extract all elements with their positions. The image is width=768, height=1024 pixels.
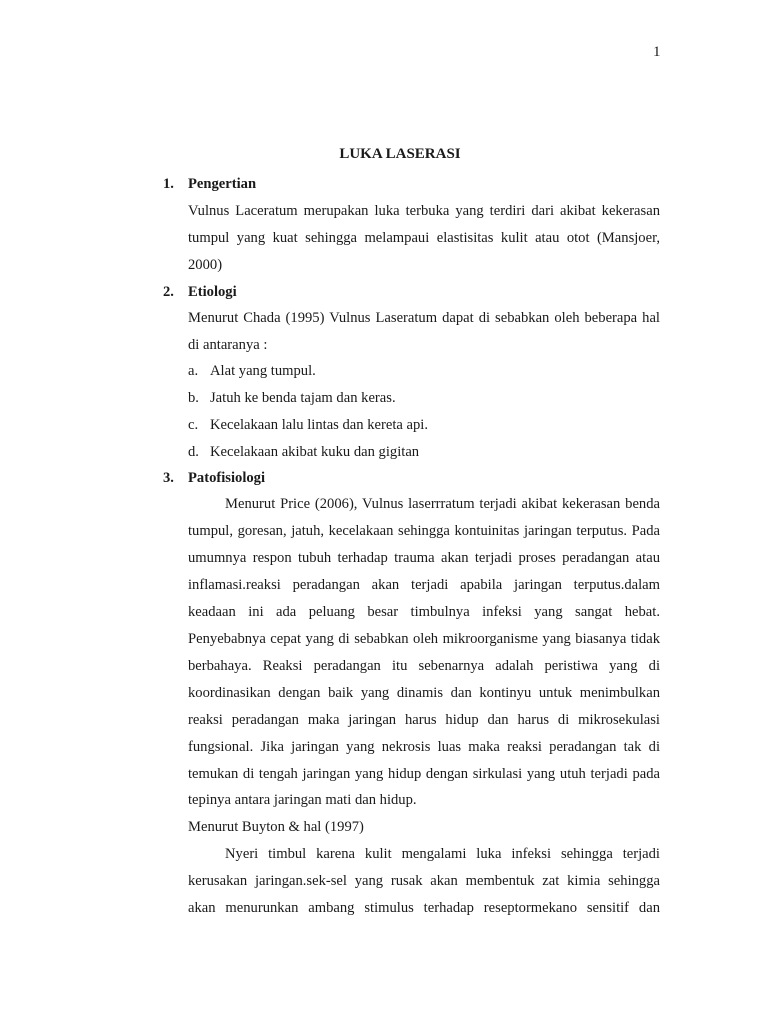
paragraph-line: tepinya antara jaringan mati dan hidup. [188,792,417,808]
paragraph-line: kerusakan jaringan.sek-sel yang rusak akan membentuk zat kimia sehingga [188,873,660,889]
paragraph-line: tumpul yang kuat sehingga melampaui elastisitas kulit atau otot (Mansjoer, [188,230,660,246]
paragraph-line: akan menurunkan ambang stimulus terhadap reseptormekano sensitif dan [188,900,660,916]
list-item: Kecelakaan akibat kuku dan gigitan [210,444,420,460]
paragraph-line: fungsional. Jika jaringan yang nekrosis luas maka reaksi peradangan tak di [188,739,660,755]
paragraph-line: koordinasikan dengan baik yang dinamis dan kontinyu untuk menimbulkan [188,685,660,701]
paragraph-line: di antaranya : [188,337,268,353]
paragraph-line: 2000) [188,257,223,273]
list-marker: a. [188,363,199,379]
paragraph-line: Vulnus Laceratum merupakan luka terbuka yang terdiri dari akibat kekerasan [188,203,660,219]
list-marker: d. [188,444,199,460]
page-title: LUKA LASERASI [339,146,461,162]
section-number: 2. [163,284,174,300]
page-number: 1 [653,44,661,60]
section-heading: Pengertian [188,176,257,192]
section-number: 3. [163,470,174,486]
paragraph-line: inflamasi.reaksi peradangan akan terjadi apabila jaringan terputus.dalam [188,577,660,593]
paragraph-line: Nyeri timbul karena kulit mengalami luka infeksi sehingga terjadi [225,846,660,862]
paragraph-line: tumpul, goresan, jatuh, kecelakaan sehingga kontuinitas jaringan terputus. Pada [188,523,660,539]
list-item: Alat yang tumpul. [210,363,316,379]
paragraph-line: reaksi peradangan maka jaringan harus hidup dan harus di mikrosekulasi [188,712,660,728]
paragraph-line: Penyebabnya cepat yang di sebabkan oleh mikroorganisme yang biasanya tidak [188,631,660,647]
paragraph-line: Menurut Buyton & hal (1997) [188,819,364,835]
section-heading: Patofisiologi [188,470,266,486]
section-heading: Etiologi [188,284,237,300]
paragraph-line: Menurut Chada (1995) Vulnus Laseratum dapat di sebabkan oleh beberapa hal [188,310,660,326]
paragraph-line: umumnya respon tubuh terhadap trauma akan terjadi proses peradangan atau [188,550,660,566]
list-marker: c. [188,417,199,433]
paragraph-line: temukan di tengah jaringan yang hidup dengan sirkulasi yang utuh terjadi pada [188,766,660,782]
section-number: 1. [163,176,174,192]
paragraph-line: Menurut Price (2006), Vulnus laserrratum terjadi akibat kekerasan benda [225,496,660,512]
list-item: Jatuh ke benda tajam dan keras. [210,390,396,406]
paragraph-line: berbahaya. Reaksi peradangan itu sebenarnya adalah peristiwa yang di [188,658,660,674]
list-item: Kecelakaan lalu lintas dan kereta api. [210,417,428,433]
list-marker: b. [188,390,199,406]
paragraph-line: keadaan ini ada peluang besar timbulnya infeksi yang sangat hebat. [188,604,660,620]
